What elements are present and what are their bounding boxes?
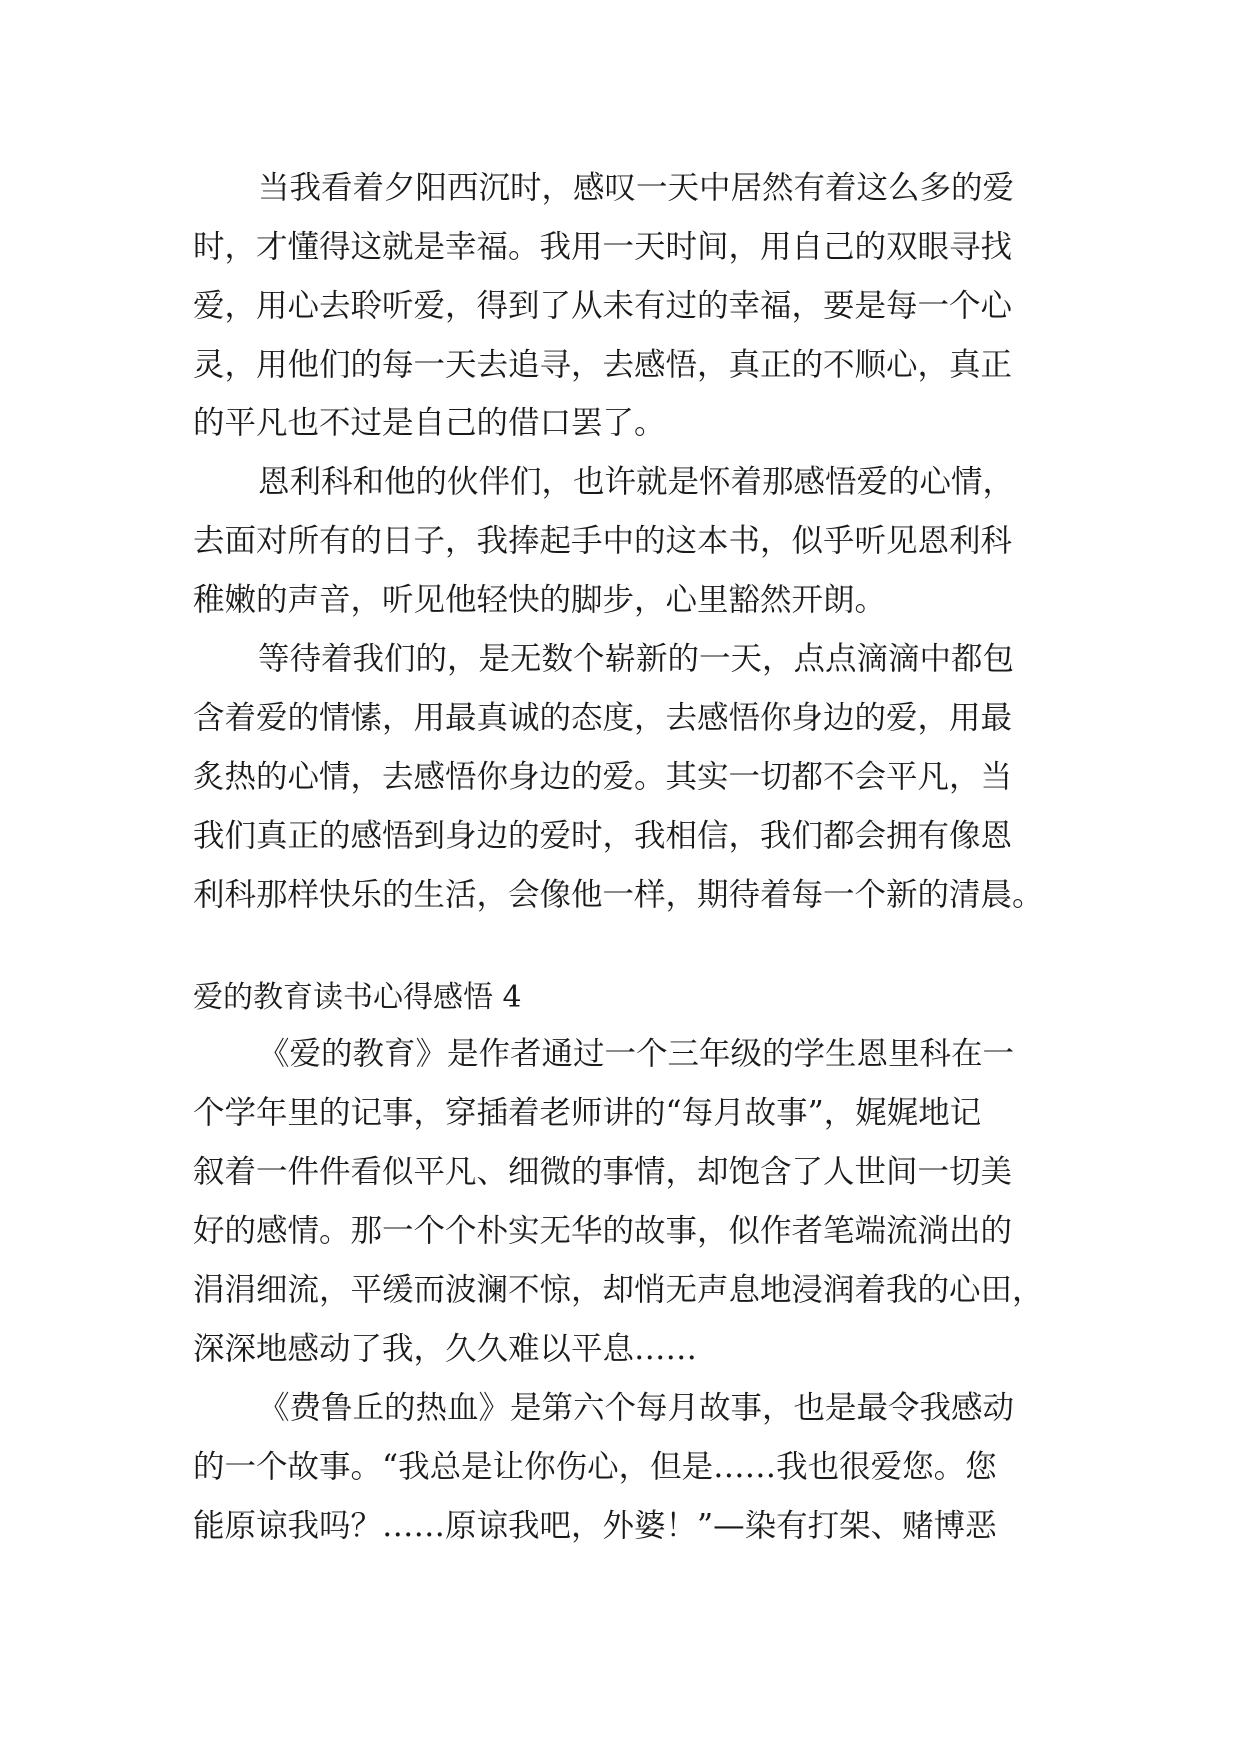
line-text: 灵，用他们的每一天去追寻，去感悟，真正的不顺心，真正	[193, 347, 1013, 383]
paragraph-line	[0, 393, 1241, 453]
line-text: 去面对所有的日子，我捧起手中的这本书，似乎听见恩利科	[193, 523, 1013, 559]
line-text: 叙着一件件看似平凡、细微的事情，却饱含了人世间一切美	[193, 1154, 1013, 1190]
paragraph-line	[0, 511, 1241, 571]
paragraph-line	[0, 1142, 1241, 1202]
line-text: 利科那样快乐的生活，会像他一样，期待着每一个新的清晨。	[193, 877, 1044, 913]
paragraph-line	[0, 570, 1241, 630]
paragraph-line	[0, 688, 1241, 748]
paragraph-line	[0, 1437, 1241, 1497]
line-text: 等待着我们的，是无数个崭新的一天，点点滴滴中都包	[258, 641, 1015, 677]
paragraph-line	[0, 335, 1241, 395]
paragraph-line	[0, 629, 1241, 689]
paragraph-line	[0, 158, 1241, 218]
section-heading-text: 爱的教育读书心得感悟 4	[193, 980, 522, 1015]
line-text: 时，才懂得这就是幸福。我用一天时间，用自己的双眼寻找	[193, 229, 1013, 265]
paragraph-line	[0, 1201, 1241, 1261]
paragraph-line	[0, 747, 1241, 807]
line-text: 深深地感动了我，久久难以平息……	[193, 1331, 698, 1367]
line-text: 爱，用心去聆听爱，得到了从未有过的幸福，要是每一个心	[193, 288, 1013, 324]
line-text: 《费鲁丘的热血》是第六个每月故事，也是最令我感动	[258, 1390, 1015, 1426]
paragraph-line	[0, 806, 1241, 866]
paragraph-line	[0, 1496, 1241, 1556]
section-heading	[0, 968, 1241, 1028]
paragraph-line	[0, 1083, 1241, 1143]
line-text: 《爱的教育》是作者通过一个三年级的学生恩里科在一	[258, 1036, 1015, 1072]
paragraph-line	[0, 1260, 1241, 1320]
paragraph-line	[0, 1319, 1241, 1379]
line-text: 炙热的心情，去感悟你身边的爱。其实一切都不会平凡，当	[193, 759, 1013, 795]
paragraph-line	[0, 865, 1241, 925]
paragraph-line	[0, 217, 1241, 277]
line-text: 能原谅我吗？……原谅我吧，外婆！”—染有打架、赌博恶	[193, 1508, 997, 1544]
line-text: 我们真正的感悟到身边的爱时，我相信，我们都会拥有像恩	[193, 818, 1013, 854]
line-text: 恩利科和他的伙伴们，也许就是怀着那感悟爱的心情，	[258, 464, 1015, 500]
line-text: 涓涓细流，平缓而波澜不惊，却悄无声息地浸润着我的心田，	[193, 1272, 1044, 1308]
line-text: 好的感情。那一个个朴实无华的故事，似作者笔端流淌出的	[193, 1213, 1013, 1249]
line-text: 的一个故事。“我总是让你伤心，但是……我也很爱您。您	[193, 1449, 997, 1485]
paragraph-line	[0, 452, 1241, 512]
line-text: 的平凡也不过是自己的借口罢了。	[193, 405, 666, 441]
line-text: 含着爱的情愫，用最真诚的态度，去感悟你身边的爱，用最	[193, 700, 1013, 736]
line-text: 当我看着夕阳西沉时，感叹一天中居然有着这么多的爱	[258, 170, 1015, 206]
line-text: 稚嫩的声音，听见他轻快的脚步，心里豁然开朗。	[193, 582, 887, 618]
line-text: 个学年里的记事，穿插着老师讲的“每月故事”，娓娓地记	[193, 1095, 982, 1131]
paragraph-line	[0, 276, 1241, 336]
paragraph-line	[0, 1378, 1241, 1438]
paragraph-line	[0, 1024, 1241, 1084]
